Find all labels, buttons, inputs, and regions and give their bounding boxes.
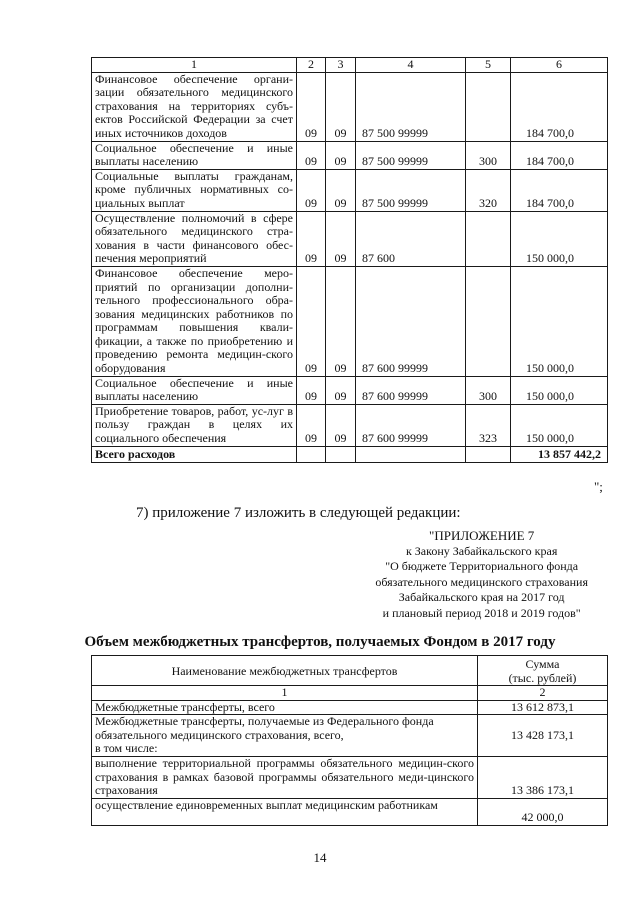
table-row bbox=[92, 266, 608, 376]
transfers-table bbox=[91, 655, 608, 826]
row-expense-type: 300 bbox=[466, 141, 511, 169]
row-section: 09 bbox=[297, 211, 326, 266]
row-sum: 13 386 173,1 bbox=[478, 756, 608, 798]
sum-header: Сумма bbox=[525, 656, 560, 671]
row-name: Финансовое обеспечение меро-приятий по организации дополни-тельного профессионального обра-зования медицинских работников по программам повышения квали-фикации, а также по приобретению и проведению ремонта медицин-ского оборудования bbox=[92, 266, 297, 376]
row-name: Социальное обеспечение и иные выплаты населению bbox=[92, 376, 297, 404]
table-row bbox=[92, 756, 608, 798]
row-target-article: 87 500 99999 bbox=[356, 169, 466, 211]
row-section: 09 bbox=[297, 169, 326, 211]
column-number: 2 bbox=[478, 686, 608, 701]
row-subsection: 09 bbox=[326, 404, 356, 446]
row-section: 09 bbox=[297, 266, 326, 376]
row-expense-type: 320 bbox=[466, 169, 511, 211]
section-heading: Объем межбюджетных трансфертов, получаемых Фондом в 2017 году bbox=[84, 634, 556, 650]
column-header: 6 bbox=[511, 58, 608, 73]
table-row bbox=[92, 404, 608, 446]
row-expense-type: 323 bbox=[466, 404, 511, 446]
row-amount: 150 000,0 bbox=[511, 376, 608, 404]
row-target-article: 87 500 99999 bbox=[356, 72, 466, 141]
row-name: Социальные выплаты гражданам, кроме публичных нормативных со-циальных выплат bbox=[92, 169, 297, 211]
column-header: 1 bbox=[92, 58, 297, 73]
row-amount: 150 000,0 bbox=[511, 404, 608, 446]
column-header: 2 bbox=[297, 58, 326, 73]
row-expense-type bbox=[466, 211, 511, 266]
row-amount: 150 000,0 bbox=[511, 211, 608, 266]
row-amount: 184 700,0 bbox=[511, 72, 608, 141]
row-target-article: 87 600 bbox=[356, 211, 466, 266]
row-target-article: 87 600 99999 bbox=[356, 266, 466, 376]
table-header-row bbox=[92, 656, 608, 686]
total-label: Всего расходов bbox=[92, 446, 297, 462]
table-row bbox=[92, 715, 608, 757]
appendix-caption bbox=[375, 528, 588, 621]
column-number: 1 bbox=[92, 686, 478, 701]
closing-quote: "; bbox=[594, 479, 603, 494]
page-number: 14 bbox=[313, 850, 327, 865]
row-subsection: 09 bbox=[326, 376, 356, 404]
table-row bbox=[92, 169, 608, 211]
row-amount: 184 700,0 bbox=[511, 141, 608, 169]
row-amount: 184 700,0 bbox=[511, 169, 608, 211]
table-row bbox=[92, 141, 608, 169]
table-row bbox=[92, 700, 608, 715]
column-header: 5 bbox=[466, 58, 511, 73]
row-section: 09 bbox=[297, 376, 326, 404]
row-subsection: 09 bbox=[326, 72, 356, 141]
table-row bbox=[92, 798, 608, 825]
total-row bbox=[92, 446, 608, 462]
column-number-row bbox=[92, 686, 608, 701]
row-subsection: 09 bbox=[326, 211, 356, 266]
row-expense-type bbox=[466, 72, 511, 141]
expenditure-table bbox=[91, 57, 608, 463]
row-section: 09 bbox=[297, 404, 326, 446]
row-name: Межбюджетные трансферты, всего bbox=[92, 700, 478, 715]
row-name: Межбюджетные трансферты, получаемые из Федерального фонда обязательного медицинского страхования, всего, bbox=[95, 714, 434, 742]
row-target-article: 87 500 99999 bbox=[356, 141, 466, 169]
row-name: осуществление единовременных выплат медицинским работникам bbox=[92, 798, 478, 825]
row-subsection: 09 bbox=[326, 169, 356, 211]
row-name: Социальное обеспечение и иные выплаты населению bbox=[92, 141, 297, 169]
appendix-line: Забайкальского края на 2017 год bbox=[398, 590, 565, 604]
row-sum: 13 612 873,1 bbox=[478, 700, 608, 715]
appendix-line: к Закону Забайкальского края bbox=[405, 543, 558, 558]
table-header-row bbox=[92, 58, 608, 73]
column-header: 3 bbox=[326, 58, 356, 73]
table-row bbox=[92, 211, 608, 266]
row-section: 09 bbox=[297, 72, 326, 141]
appendix-title: "ПРИЛОЖЕНИЕ 7 bbox=[429, 528, 535, 543]
row-sum: 42 000,0 bbox=[478, 798, 608, 825]
row-name: Приобретение товаров, работ, ус-луг в пользу граждан в целях их социального обеспечения bbox=[92, 404, 297, 446]
row-subsection: 09 bbox=[326, 266, 356, 376]
total-value: 13 857 442,2 bbox=[511, 446, 608, 462]
row-section: 09 bbox=[297, 141, 326, 169]
appendix-line: "О бюджете Территориального фонда bbox=[385, 559, 579, 573]
column-header: Наименование межбюджетных трансфертов bbox=[92, 656, 478, 686]
column-header: 4 bbox=[356, 58, 466, 73]
appendix-line: обязательного медицинского страхования bbox=[375, 574, 588, 589]
amendment-instruction: 7) приложение 7 изложить в следующей редакции: bbox=[136, 505, 461, 521]
table-row bbox=[92, 72, 608, 141]
row-name: Финансовое обеспечение органи-зации обязательного медицинского страхования на территориях субъ-ектов Российской Федерации за счет иных источников доходов bbox=[92, 72, 297, 141]
row-expense-type: 300 bbox=[466, 376, 511, 404]
table-row bbox=[92, 376, 608, 404]
sum-unit: (тыс. рублей) bbox=[508, 670, 577, 685]
row-amount: 150 000,0 bbox=[511, 266, 608, 376]
row-subsection: 09 bbox=[326, 141, 356, 169]
row-sum: 13 428 173,1 bbox=[478, 715, 608, 757]
row-name-note: в том числе: bbox=[95, 741, 158, 756]
row-target-article: 87 600 99999 bbox=[356, 376, 466, 404]
row-name: Осуществление полномочий в сфере обязательного медицинского стра-хования в части финансового обес-печения мероприятий bbox=[92, 211, 297, 266]
row-target-article: 87 600 99999 bbox=[356, 404, 466, 446]
appendix-line: и плановый период 2018 и 2019 годов" bbox=[382, 605, 581, 620]
row-expense-type bbox=[466, 266, 511, 376]
row-name: выполнение территориальной программы обязательного медицин-ского страхования в рамках базовой программы обязательного меди-цинского страхования bbox=[92, 756, 478, 798]
column-header bbox=[478, 656, 608, 686]
